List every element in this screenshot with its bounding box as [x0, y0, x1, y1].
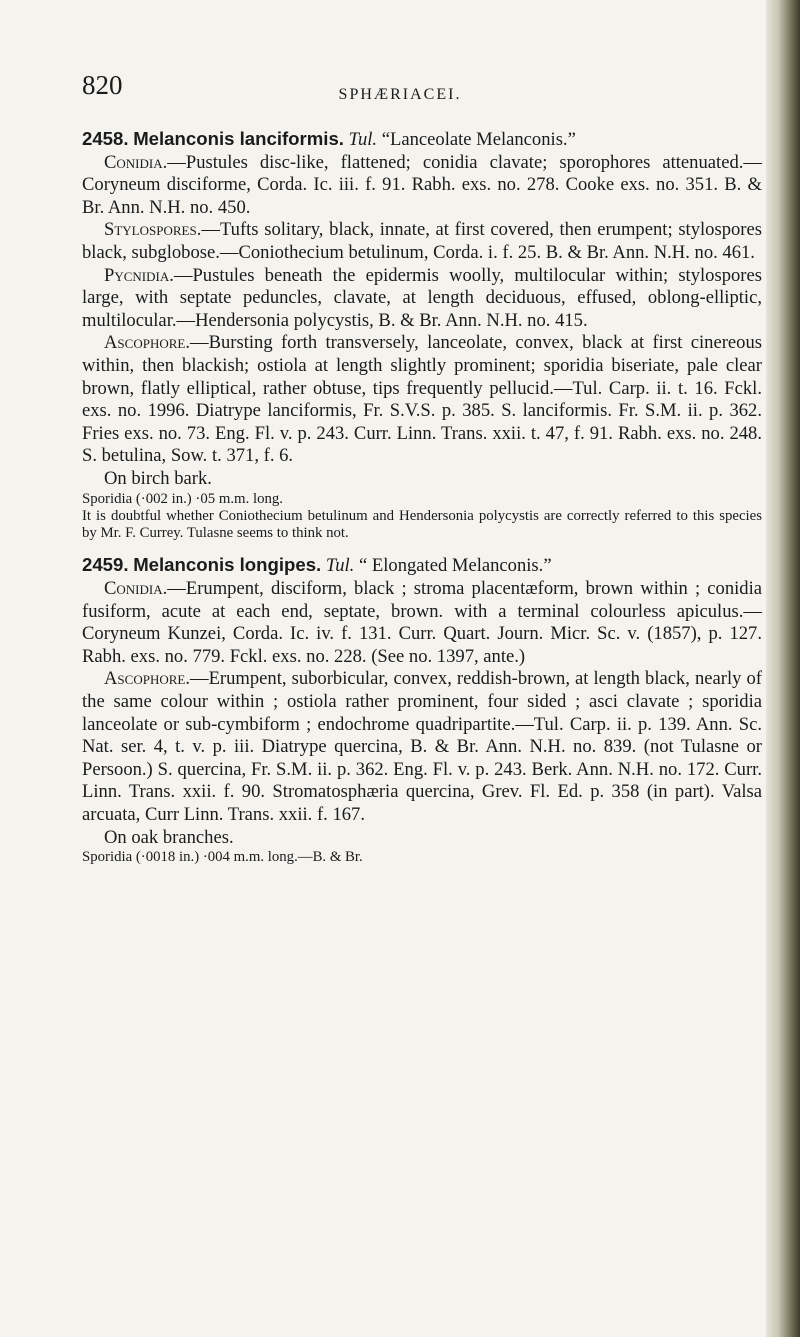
section-text: —Pustules beneath the epidermis woolly, multilocular within; stylospores large, with septate peduncles, clavate, at length deciduous, effused, oblong-elliptic, multilocular.—Hendersonia polycystis, B. & Br. Ann. N.H. no. 415. — [82, 264, 762, 331]
description-paragraph — [82, 578, 762, 668]
entry-heading — [82, 128, 762, 152]
section-label: Conidia. — [104, 577, 168, 599]
section-text: —Erumpent, disciform, black ; stroma placentæform, brown within ; conidia fusiform, acute at each end, septate, brown. with a terminal colourless apiculus.—Coryneum Kunzei, Corda. Ic. iv. f. 131. Curr. Quart. Journ. Micr. Sc. v. (1857), p. 127. Rabh. exs. no. 779. Fckl. exs. no. 228. (See no. 1397, ante.) — [82, 577, 762, 667]
habitat-line: On oak branches. — [104, 826, 234, 848]
section-label: Ascophore. — [104, 332, 190, 354]
section-label: Pycnidia. — [104, 264, 174, 286]
page-edge-shadow — [766, 0, 800, 1337]
page-number: 820 — [82, 70, 123, 100]
section-text: —Erumpent, suborbicular, convex, reddish-brown, at length black, nearly of the same colour within ; ostiola rather prominent, four sided ; asci clavate ; sporidia lanceolate or sub-cymbiform ; endochrome quadripartite.—Tul. Carp. ii. p. 139. Ann. Sc. Nat. ser. 4, t. v. p. iii. Diatrype quercina, B. & Br. Ann. N.H. no. 839. (not Tulasne or Persoon.) S. quercina, Fr. S.M. ii. p. 362. Eng. Fl. v. p. 243. Berk. Ann. N.H. no. 172. Curr. Linn. Trans. xxii. f. 90. Stromatosphæria quercina, Grev. Fl. Ed. p. 358 (in part). Valsa arcuata, Curr Linn. Trans. xxii. f. 167. — [82, 668, 762, 825]
species-name: Melanconis lanciformis. — [133, 128, 344, 149]
common-name: “Lanceolate Melanconis.” — [381, 129, 576, 150]
entry-heading — [82, 554, 762, 578]
entry-number: 2458. — [82, 128, 129, 149]
description-paragraph — [82, 332, 762, 468]
section-text: —Pustules disc-like, flattened; conidia clavate; sporophores attenuated.—Coryneum disciforme, Corda. Ic. iii. f. 91. Rabh. exs. no. 278. Cooke exs. no. 351. B. & Br. Ann. N.H. no. 450. — [82, 151, 762, 218]
footnote: Sporidia (·0018 in.) ·004 m.m. long.—B. & Br. — [82, 849, 363, 866]
section-label: Ascophore. — [104, 668, 190, 690]
running-head: SPHÆRIACEI. — [338, 86, 462, 103]
description-paragraph — [82, 219, 762, 264]
footnote: Sporidia (·002 in.) ·05 m.m. long. — [82, 490, 283, 507]
entry-number: 2459. — [82, 554, 129, 576]
footnote: It is doubtful whether Coniothecium betulinum and Hendersonia polycystis are correctly referred to this species by Mr. F. Currey. Tulasne seems to think not. — [82, 507, 762, 542]
description-paragraph — [82, 265, 762, 333]
section-text: —Tufts solitary, black, innate, at first covered, then erumpent; stylospores black, subglobose.—Coniothecium betulinum, Corda. i. f. 25. B. & Br. Ann. N.H. no. 461. — [82, 219, 762, 263]
description-paragraph — [82, 668, 762, 826]
habitat-line: On birch bark. — [104, 467, 212, 489]
section-label: Conidia. — [104, 151, 168, 173]
common-name: “ Elongated Melanconis.” — [358, 555, 552, 577]
description-paragraph — [82, 152, 762, 220]
species-author: Tul. — [348, 129, 378, 150]
section-text: —Bursting forth transversely, lanceolate, convex, black at first cinereous within, then blackish; ostiola at length slightly prominent; sporidia biseriate, pale clear brown, flatly elliptical, rather obtuse, tips frequently pellucid.—Tul. Carp. ii. t. 16. Fckl. exs. no. 1996. Diatrype lanciformis, Fr. S.V.S. p. 385. S. lanciformis. Fr. S.M. ii. p. 362. Fries exs. no. 73. Eng. Fl. v. p. 243. Curr. Linn. Trans. xxii. t. 47, f. 91. Rabh. exs. no. 248. S. betulina, Sow. t. 371, f. 6. — [82, 332, 762, 467]
page-body — [82, 128, 762, 866]
section-label: Stylospores. — [104, 219, 202, 241]
species-name: Melanconis longipes. — [133, 554, 322, 576]
species-author: Tul. — [325, 555, 355, 577]
